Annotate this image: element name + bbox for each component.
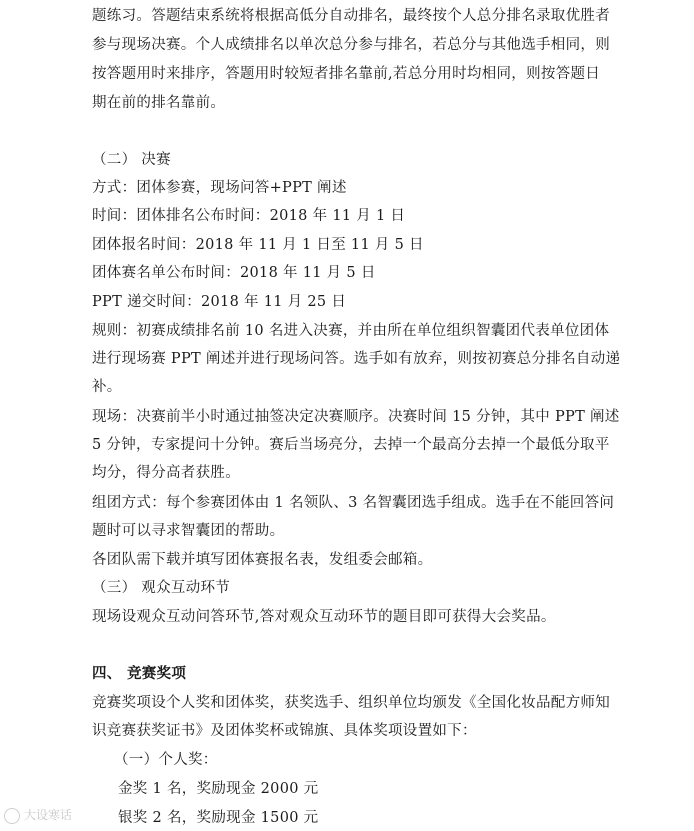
paragraph-line: 进行现场赛 PPT 阐述并进行现场问答。选手如有放弃，则按初赛总分排名自动递 — [92, 351, 621, 367]
paragraph-line: 团体赛名单公布时间：2018 年 11 月 5 日 — [92, 265, 376, 281]
paragraph-line: 组团方式：每个参赛团体由 1 名领队、3 名智囊团选手组成。选手在不能回答问 — [92, 495, 615, 511]
section-heading-audience: （三） 观众互动环节 — [92, 580, 231, 596]
paragraph-line: 题练习。答题结束系统将根据高低分自动排名，最终按个人总分排名录取优胜者 — [92, 8, 610, 24]
paragraph-line: 时间：团体排名公布时间：2018 年 11 月 1 日 — [92, 208, 406, 224]
paragraph-line: 识竞赛获奖证书》及团体奖杯或锦旗、具体奖项设置如下： — [92, 723, 477, 739]
watermark — [4, 806, 72, 824]
watermark-logo-icon — [4, 808, 20, 824]
paragraph-line: 5 分钟，专家提问十分钟。赛后当场亮分，去掉一个最高分去掉一个最低分取平 — [92, 437, 610, 453]
paragraph-line: 现场：决赛前半小时通过抽签决定决赛顺序。决赛时间 15 分钟，其中 PPT 阐述 — [92, 409, 620, 425]
paragraph-line: 补。 — [92, 379, 122, 395]
paragraph-line: PPT 递交时间：2018 年 11 月 25 日 — [92, 294, 347, 310]
section-heading-awards: 四、 竞赛奖项 — [92, 666, 187, 682]
paragraph-line: 期在前的排名靠前。 — [92, 95, 226, 111]
section-heading-final: （二） 决赛 — [92, 152, 171, 168]
list-item: 银奖 2 名，奖励现金 1500 元 — [118, 810, 319, 826]
paragraph-line: 均分，得分高者获胜。 — [92, 465, 240, 481]
list-item: 金奖 1 名，奖励现金 2000 元 — [118, 781, 319, 797]
paragraph-line: 参与现场决赛。个人成绩排名以单次总分参与排名，若总分与其他选手相同，则 — [92, 37, 610, 53]
paragraph-line: 规则：初赛成绩排名前 10 名进入决赛，并由所在单位组织智囊团代表单位团体 — [92, 323, 610, 339]
paragraph-line: 题时可以寻求智囊团的帮助。 — [92, 523, 285, 539]
watermark-text: 大设寒话 — [24, 808, 73, 822]
subsection-heading-individual: （一）个人奖： — [114, 752, 218, 768]
paragraph-line: 各团队需下载并填写团体赛报名表，发组委会邮箱。 — [92, 552, 433, 568]
paragraph-line: 团体报名时间：2018 年 11 月 1 日至 11 月 5 日 — [92, 237, 424, 253]
paragraph-line: 现场设观众互动问答环节,答对观众互动环节的题目即可获得大会奖品。 — [92, 609, 556, 625]
paragraph-line: 竞赛奖项设个人奖和团体奖，获奖选手、组织单位均颁发《全国化妆品配方师知 — [92, 695, 610, 711]
paragraph-line: 方式：团体参赛，现场问答+PPT 阐述 — [92, 180, 347, 196]
paragraph-line: 按答题用时来排序，答题用时较短者排名靠前,若总分用时均相同，则按答题日 — [92, 66, 601, 82]
